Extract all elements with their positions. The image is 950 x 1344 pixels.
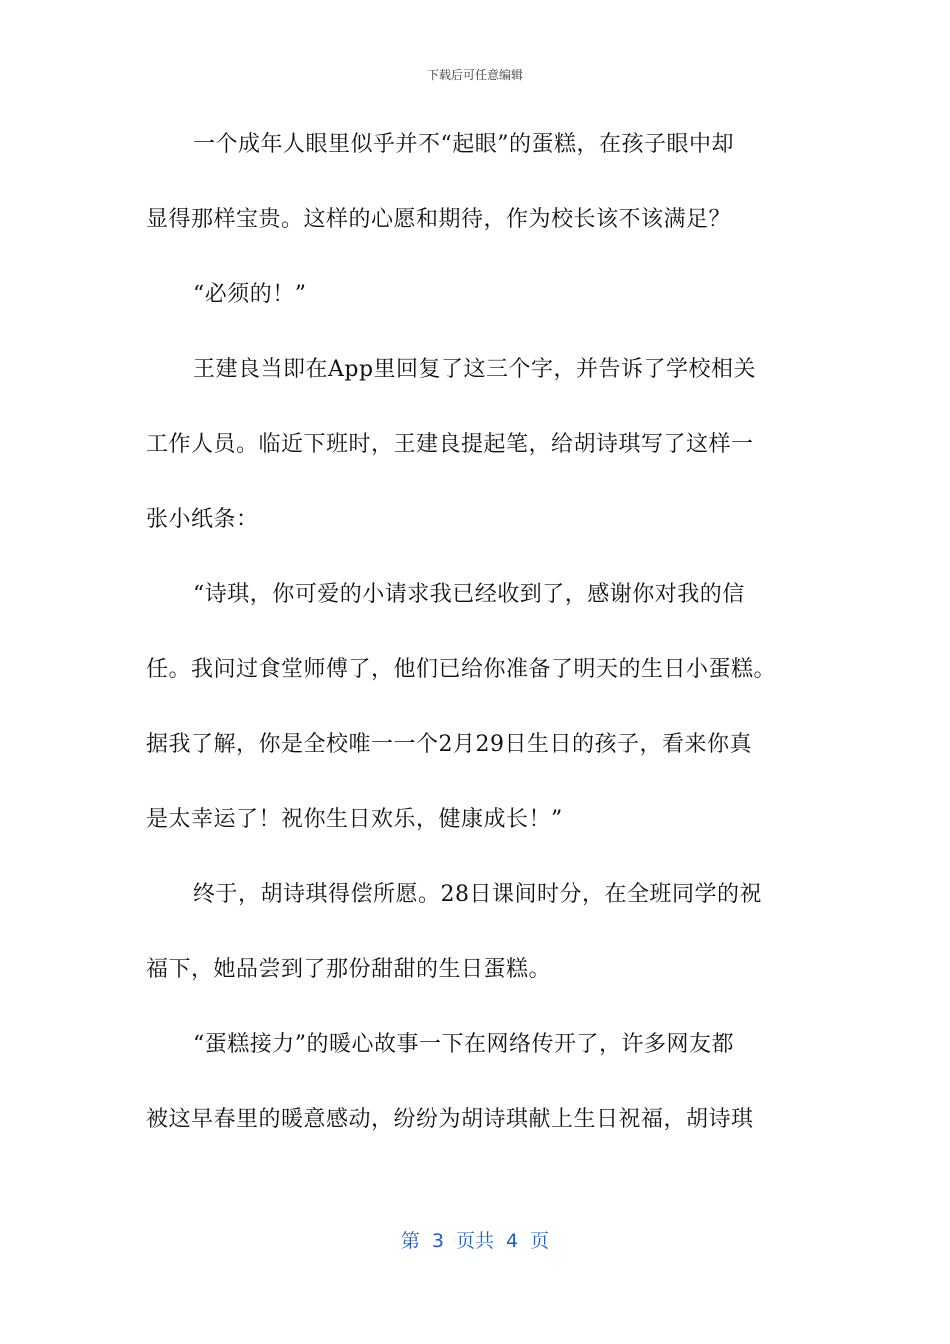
paragraph-line: 任。我问过食堂师傅了，他们已给你准备了明天的生日小蛋糕。 bbox=[146, 657, 777, 682]
page-label-prefix: 第 bbox=[400, 1230, 420, 1252]
paragraph-line: 王建良当即在App里回复了这三个字，并告诉了学校相关 bbox=[193, 357, 757, 382]
paragraph-line: 据我了解，你是全校唯一一个2月29日生日的孩子，看来你真 bbox=[146, 732, 752, 757]
page-number-footer bbox=[0, 1226, 950, 1253]
paragraph-line: 终于，胡诗琪得偿所愿。28日课间时分，在全班同学的祝 bbox=[193, 882, 762, 907]
paragraph-line: 福下，她品尝到了那份甜甜的生日蛋糕。 bbox=[146, 957, 552, 982]
current-page-number: 3 bbox=[431, 1230, 444, 1252]
total-pages-number: 4 bbox=[506, 1230, 519, 1252]
paragraph-line: 一个成年人眼里似乎并不“起眼”的蛋糕，在孩子眼中却 bbox=[193, 132, 734, 157]
paragraph-line: “蛋糕接力”的暖心故事一下在网络传开了，许多网友都 bbox=[193, 1032, 734, 1057]
paragraph-line: 张小纸条： bbox=[146, 507, 259, 532]
paragraph-line: 显得那样宝贵。这样的心愿和期待，作为校长该不该满足？ bbox=[146, 207, 732, 232]
page-label-mid: 页共 bbox=[455, 1230, 494, 1252]
header-note: 下载后可任意编辑 bbox=[426, 68, 523, 82]
paragraph-line: 被这早春里的暖意感动，纷纷为胡诗琪献上生日祝福，胡诗琪 bbox=[146, 1107, 754, 1132]
paragraph-line: 是太幸运了！祝你生日欢乐，健康成长！” bbox=[146, 807, 563, 832]
page-label-suffix: 页 bbox=[530, 1230, 550, 1252]
paragraph-line: “诗琪，你可爱的小请求我已经收到了，感谢你对我的信 bbox=[193, 582, 745, 607]
paragraph-line: “必须的！” bbox=[193, 282, 307, 307]
paragraph-line: 工作人员。临近下班时，王建良提起笔，给胡诗琪写了这样一 bbox=[146, 432, 754, 457]
